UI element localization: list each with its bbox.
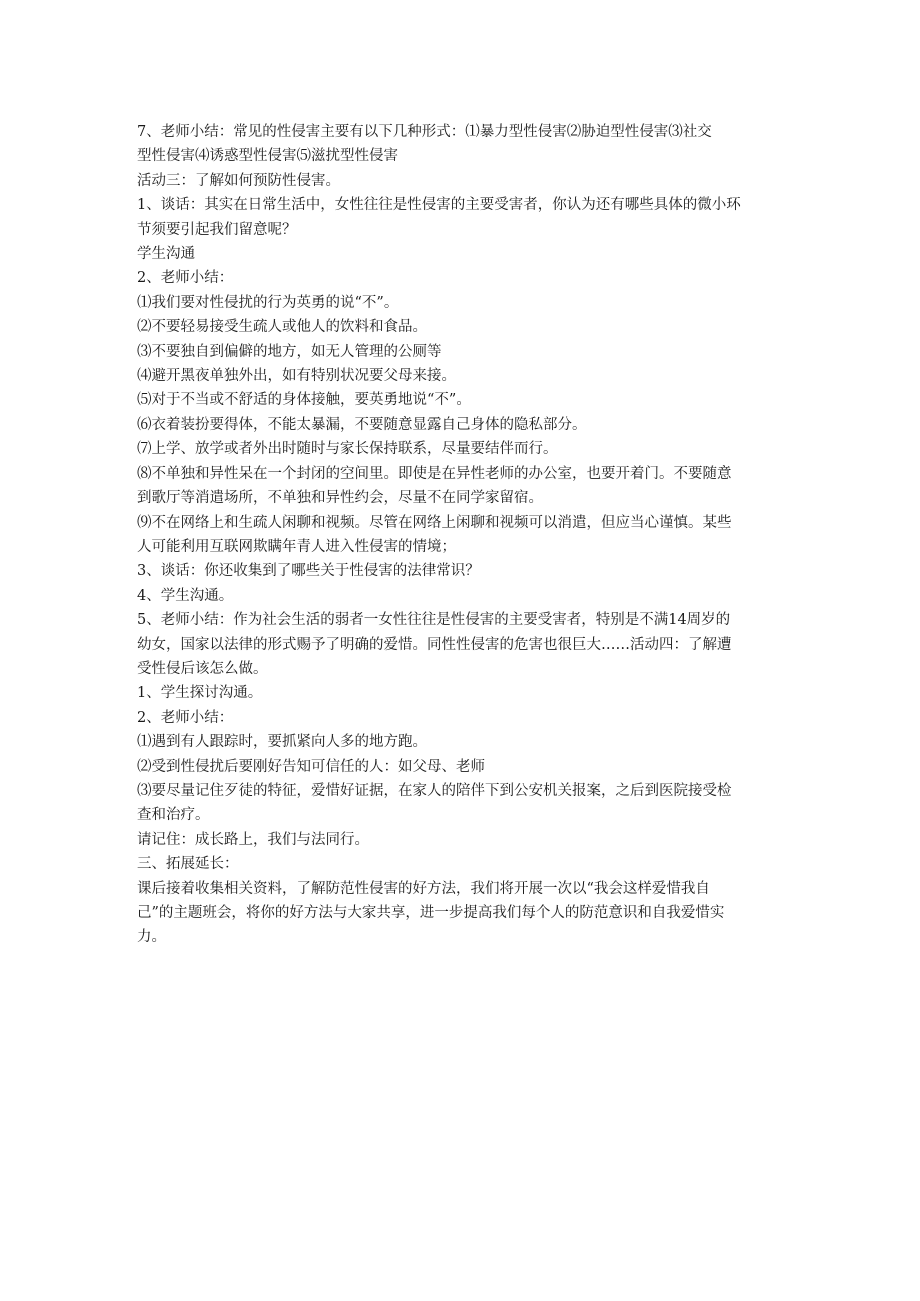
activity-three-heading: 活动三：了解如何预防性侵害。 — [137, 172, 340, 189]
response-item-1: ⑴遇到有人跟踪时，要抓紧向人多的地方跑。 — [137, 734, 427, 751]
prevention-item-8-line-2: 到歌厅等消遣场所，不单独和异性约会，尽量不在同学家留宿。 — [137, 490, 543, 507]
prevention-item-8-line-1: ⑻不单独和异性呆在一个封闭的空间里。即使是在异性老师的办公室，也要开着门。不要随意 — [137, 465, 732, 482]
remember-line: 请记住：成长路上，我们与法同行。 — [137, 831, 369, 848]
talk-question-line-1: 1、谈话：其实在日常生活中，女性往往是性侵害的主要受害者，你认为还有哪些具体的微小环 — [137, 197, 741, 214]
prevention-item-4: ⑷避开黑夜单独外出，如有特别状况要父母来接。 — [137, 368, 456, 385]
law-summary-line-1: 5、老师小结：作为社会生活的弱者一女性往往是性侵害的主要受害者，特别是不满14周岁的 — [137, 612, 731, 629]
extension-line-1: 课后接着收集相关资料，了解防范性侵害的好方法，我们将开展一次以“我会这样爱惜我自 — [137, 880, 710, 897]
prevention-item-2: ⑵不要轻易接受生疏人或他人的饮料和食品。 — [137, 319, 427, 336]
student-communication: 学生沟通 — [137, 246, 195, 263]
student-discussion: 1、学生探讨沟通。 — [137, 685, 263, 702]
law-summary-line-2: 幼女，国家以法律的形式赐予了明确的爱惜。同性性侵害的危害也很巨大……活动四：了解遭 — [137, 636, 732, 653]
response-item-2: ⑵受到性侵扰后要刚好告知可信任的人：如父母、老师 — [137, 758, 485, 775]
extension-line-2: 己”的主题班会，将你的好方法与大家共享，进一步提高我们每个人的防范意识和自我爱惜实 — [137, 905, 725, 921]
teacher-summary-heading-2: 2、老师小结： — [137, 709, 234, 726]
extension-line-3: 力。 — [137, 929, 166, 946]
law-talk-question: 3、谈话：你还收集到了哪些关于性侵害的法律常识？ — [137, 563, 480, 580]
prevention-item-6: ⑹衣着装扮要得体，不能太暴漏，不要随意显露自己身体的隐私部分。 — [137, 416, 587, 433]
prevention-item-7: ⑺上学、放学或者外出时随时与家长保持联系，尽量要结伴而行。 — [137, 441, 558, 458]
document-body — [137, 120, 787, 950]
teacher-summary-heading: 2、老师小结： — [137, 270, 234, 287]
prevention-item-9-line-1: ⑼不在网络上和生疏人闲聊和视频。尽管在网络上闲聊和视频可以消遣，但应当心谨慎。某些 — [137, 514, 732, 531]
extension-heading: 三、拓展延长： — [137, 856, 239, 873]
law-summary-line-3: 受性侵后该怎么做。 — [137, 660, 268, 677]
summary-forms-line-2: 型性侵害⑷诱惑型性侵害⑸滋扰型性侵害 — [137, 148, 398, 165]
response-item-3-line-1: ⑶要尽量记住歹徒的特征，爱惜好证据，在家人的陪伴下到公安机关报案，之后到医院接受检 — [137, 782, 732, 799]
summary-forms-line-1: 7、老师小结：常见的性侵害主要有以下几种形式：⑴暴力型性侵害⑵胁迫型性侵害⑶社交 — [137, 124, 712, 140]
response-item-3-line-2: 查和治疗。 — [137, 807, 210, 824]
student-communication-2: 4、学生沟通。 — [137, 587, 234, 604]
prevention-item-3: ⑶不要独自到偏僻的地方，如无人管理的公厕等 — [137, 343, 442, 360]
prevention-item-9-line-2: 人可能利用互联网欺瞒年青人进入性侵害的情境； — [137, 538, 456, 555]
prevention-item-1: ⑴我们要对性侵扰的行为英勇的说“不”。 — [137, 294, 399, 311]
prevention-item-5: ⑸对于不当或不舒适的身体接触，要英勇地说“不”。 — [137, 392, 471, 409]
talk-question-line-2: 节须要引起我们留意呢？ — [137, 221, 297, 238]
